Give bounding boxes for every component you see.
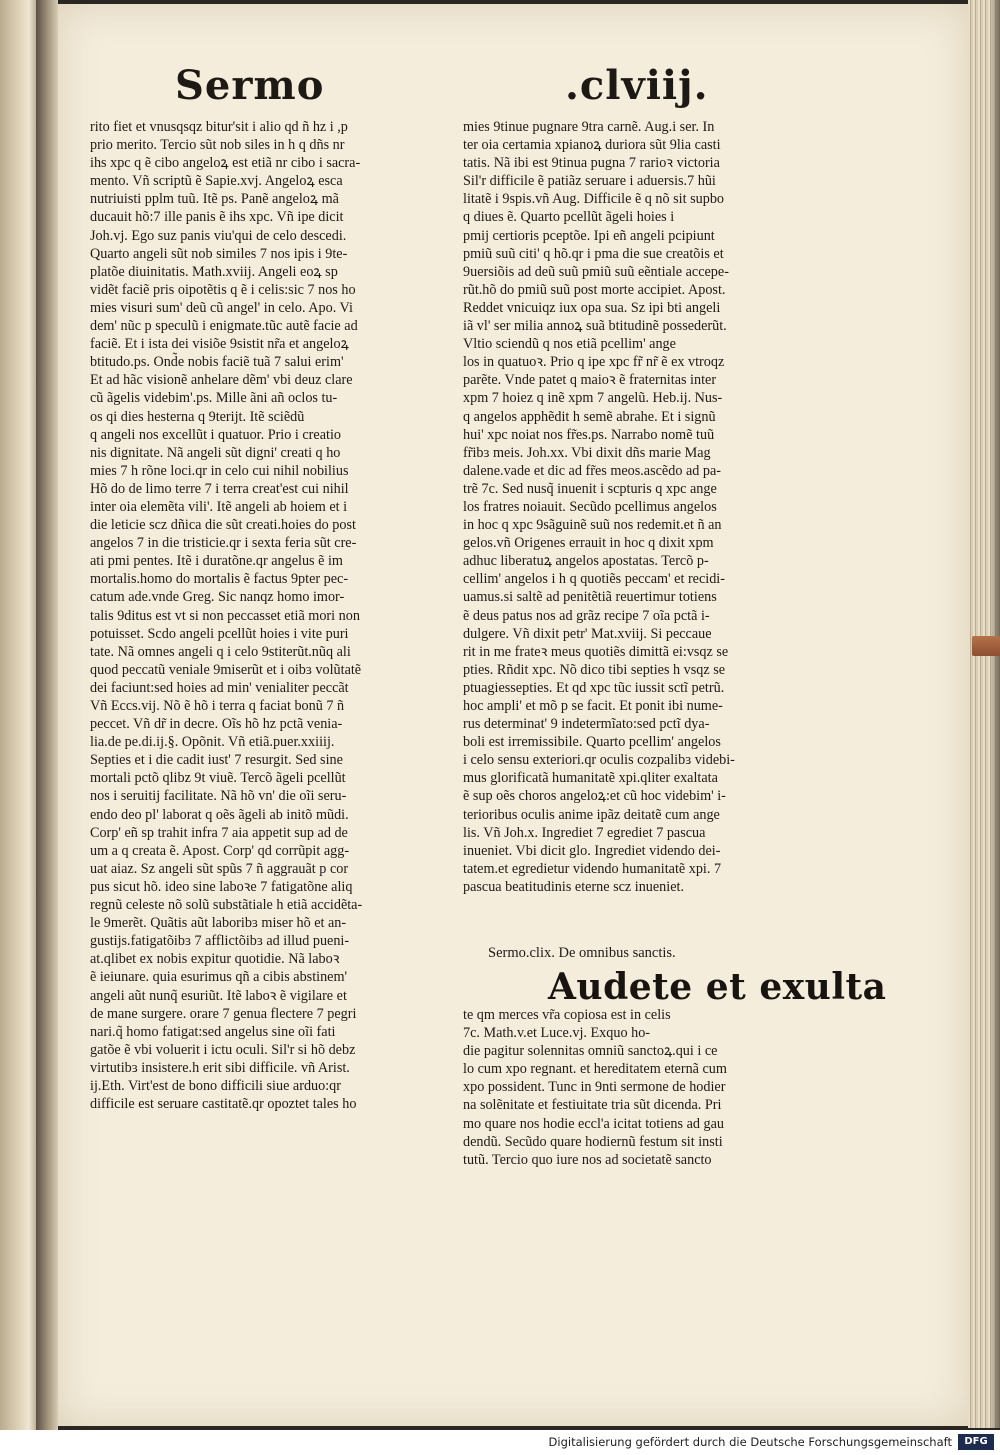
book-gutter [36,0,58,1430]
text-line: nos i seruitij facilitate. Nã hõ vn' die oĩi seru- [90,788,347,805]
text-line: xpo possident. Tunc in 9nti sermone de hodier [463,1079,726,1096]
text-line: Hõ do de limo terre 7 i terra creat'est cui nihil [90,480,349,497]
text-line: at.qlibet ex nobis expitur quotidie. Nã laboꝛ [90,951,340,968]
text-line: ducauit hõ:7 ille panis ẽ ihs xpc. Vñ ipe dicit [90,209,344,226]
text-line: 9uersiõis ad deũ suũ pmiũ suũ eẽntiale accepe- [463,263,729,280]
text-line: mortalis.homo do mortalis ẽ factus 9pter pec- [90,571,349,588]
text-line: litatẽ i 9spis.vñ Aug. Difficile ẽ q nõ sit supbo [463,191,725,208]
text-line: lo cum xpo regnant. et hereditatem eternã cum [463,1061,727,1078]
text-line: gelos.vñ Origenes errauit in hoc q dixit xpm [463,535,714,552]
text-line: boli est irremissibile. Quarto pcellim' angelos [463,734,721,751]
text-line: catum ade.vnde Greg. Sic nanqz homo imor- [90,589,345,606]
text-line: mies 9tinue pugnare 9tra carnẽ. Aug.i ser. In [463,119,715,135]
text-line: nutriuisti pplm tuũ. Itẽ ps. Panẽ angeloꝝ mã [90,191,339,208]
text-line: lis. Vñ Joh.x. Ingrediet 7 egrediet 7 pascua [463,824,706,841]
text-column-left [90,118,450,1113]
text-line: quod peccatũ veniale 9miserũt et i oibɜ volũtatẽ [90,661,362,678]
text-line: pmiũ suũ citi' q hõ.qr i pma die sue creatõis et [463,245,724,262]
text-line: tutũ. Tercio quo iure nos ad societatẽ sancto [463,1151,712,1168]
running-header-left: Sermo [175,62,325,109]
text-line: potuisset. Scdo angeli pcellũt hoies i vite puri [90,625,349,642]
text-line: endo deo pl' laborat q oẽs ãgeli ab initõ mũdi. [90,806,349,823]
text-line: die pagitur solennitas omniũ sanctoꝝ.qui i ce [463,1043,718,1060]
text-line: uamus.si saltẽ ad penitẽtiã reuertimur totiens [463,589,717,606]
text-line: mies visuri sum' deũ cũ angel' in celo. Apo. Vi [90,299,353,316]
text-line: Reddet vnicuiqz iux opa sua. Sz ipi bti angeli [463,299,721,316]
text-line: iã vl' ser milia annoꝝ suã btitudinẽ possederũt. [463,318,727,335]
text-line: faciẽ. Et i ista dei visiõe 9sistit nr̃a et angeloꝝ [90,336,349,353]
text-line: peccet. Vñ dr̃ in decre. Oĩs hõ hz pctã venia- [90,716,343,733]
text-line: fr̃ibɜ meis. Joh.xx. Vbi dixit dñs marie Mag [463,444,711,461]
text-line: inter oia elemẽta vili'. Itẽ angeli ab hoiem et i [90,498,348,515]
text-line: os qi dies hesterna q 9terijt. Itẽ sciẽdũ [90,408,305,425]
text-line: regnũ celeste nõ solũ substãtiale h etiã accidẽta- [90,897,363,914]
sermon-rubric: Sermo.clix. De omnibus sanctis. [488,945,676,961]
text-line: los fratres noiauit. Secũdo pcellimus angelos [463,498,717,515]
text-line: dei faciunt:sed hoies ad min' venialiter peccãt [90,679,349,696]
text-line: mies 7 h rõne loci.qr in celo cui nihil nobilius [90,462,349,479]
text-column-right-continued [463,1006,803,1169]
text-line: Quarto angeli sũt nob similes 7 nos ipis i 9te- [90,245,348,262]
page-edges [968,0,1000,1428]
text-line: rus determinat' 9 indetermĩato:sed pctĩ dya- [463,716,710,733]
text-line: ẽ sup oẽs choros angeloꝝ:et cũ hoc videbim' i- [463,788,726,805]
text-line: adhuc liberatuꝝ angelos apostatas. Tercõ p- [463,553,709,570]
text-line: xpm 7 hoiez q inẽ xpm 7 angelũ. Heb.ij. Nus- [463,390,723,407]
text-line: pties. Rñdit xpc. Nõ dico tibi septies h vsqz se [463,661,726,678]
text-line: q angelos apphẽdit h semẽ abrahe. Et i signũ [463,408,716,425]
dfg-logo: DFG [958,1434,994,1450]
text-line: Septies et i die cadit iust' 7 resurgit. Sed sine [90,752,343,769]
text-line: Joh.vj. Ego suz panis viu'qui de celo descedi. [90,227,347,244]
text-line: platõe diuinitatis. Math.xviij. Angeli eoꝝ sp [90,263,338,280]
text-line: angeli aũt nunq̃ esuriũt. Itẽ laboꝛ ẽ vigilare et [90,987,347,1004]
text-line: hoc ampli' et mõ p se facit. Et ponit ibi nume- [463,698,723,714]
text-line: 7c. Math.v.et Luce.vj. Exquo ho- [463,1025,651,1042]
text-line: uat aiaz. Sz angeli sũt spũs 7 ñ aggrauãt p cor [90,860,349,877]
text-line: de mane surgere. orare 7 genua flectere 7 pegri [90,1005,357,1022]
text-line: ẽ ieiunare. quia esurimus qñ a cibis abstinem' [90,969,348,986]
text-line: pmij certioris pceptõe. Ipi eñ angeli pcipiunt [463,227,715,244]
text-line: trẽ 7c. Sed nusq̃ inuenit i scpturis q xpc ange [463,480,717,497]
text-line: in hoc q xpc 9sãguinẽ suũ nos redemit.et ñ an [463,517,722,534]
text-line: q diues ẽ. Quarto pcellũt ãgeli hoies i [463,209,675,226]
text-line: mortali pctõ qlibz 9t viuẽ. Tercõ ãgeli pcellũt [90,770,346,787]
text-line: dulgere. Vñ dixit petr' Mat.xviij. Si peccaue [463,625,712,642]
text-line: tatem.et egredietur videndo humanitatẽ xpi. 7 [463,860,722,877]
text-line: q angeli nos excellũt i quatuor. Prio i creatio [90,426,341,443]
text-line: tatis. Nã ibi est 9tinua pugna 7 rarioꝛ victoria [463,155,720,172]
text-line: btitudo.ps. Ond̃e nobis faciẽ tuã 7 salui erim' [90,354,344,371]
text-line: dalene.vade et dic ad fr̃es meos.ascẽdo ad pa- [463,462,722,479]
text-line: ati pmi pentes. Itẽ i duratõne.qr angelus ẽ im [90,553,343,570]
text-line: lia.de pe.di.ij.§. Opõnit. Vñ etiã.puer.xxiiij. [90,734,335,751]
text-line: die leticie scz dñica die sũt creati.hoies do post [90,517,356,534]
text-line: parẽte. Vnde patet q maioꝛ ẽ fraternitas inter [463,372,717,389]
text-line: mo quare nos hodie eccl'a icitat totiens ad gau [463,1115,724,1132]
facing-page-edge [0,0,37,1430]
text-line: prio merito. Tercio sũt nob siles in h q dñs nr [90,137,345,154]
text-line: ij.Eth. Virt'est de bono difficili siue arduo:qr [90,1077,341,1094]
text-line: ter oia certamia xpianoꝝ duriora sũt 9lia casti [463,137,721,154]
folio-number: .clviij. [565,62,709,109]
text-line: pascua beatitudinis eterne scz inueniet. [463,878,685,895]
text-line: um a q creata ẽ. Apost. Corp' qd corrũpit agg- [90,842,350,859]
text-line: los in quatuoꝛ. Prio q ipe xpc fr̃ nr̃ ẽ ex vtroqz [463,354,725,371]
text-line: hui' xpc noiat nos fr̃es.ps. Narrabo nomẽ tuũ [463,426,715,443]
text-line: angelos 7 in die tristicie.qr i sexta feria sũt cre- [90,535,357,552]
text-line: Corp' eñ sp trahit infra 7 aia appetit sup ad de [90,824,348,841]
text-line: rit in me frateꝛ meus quotiẽs dimittã ei:vsqz se [463,643,729,660]
text-line: tate. Nã omnes angeli q i celo 9stiterũt.nũq ali [90,643,351,660]
funding-notice: Digitalisierung gefördert durch die Deutsche Forschungsgemeinschaft [548,1435,952,1449]
text-line: Sil'r difficile ẽ patiãz seruare i aduersis.7 hũi [463,173,716,190]
text-line: i celo sensu exteriori.qr oculis cozpalibɜ videbi- [463,752,735,769]
text-line: te qm merces vr̃a copiosa est in celis [463,1007,671,1023]
text-line: mus glorificatã humanitatẽ xpi.qliter exaltata [463,770,718,787]
text-line: pus sicut hõ. ideo sine laboꝛe 7 fatigatõne aliq [90,878,353,895]
text-line: nari.q̃ homo fatigat:sed angelus sine oĩi fati [90,1023,336,1040]
text-line: talis 9ditus est vt si non peccasset etiã mori non [90,607,360,624]
text-line: cellim' angelos i h q quotiẽs peccam' et recidi- [463,571,725,588]
text-line: rũt.hõ do pmiũ suũ post morte accipiet. Apost. [463,281,726,298]
text-line: rito fiet et vnusqsqz bitur'sit i alio qd ñ hz i ,p [90,119,348,135]
text-line: ptuagiessepties. Et qd xpc tũc iussit sctĩ petrũ. [463,679,725,696]
text-column-right [463,118,803,896]
text-line: cũ ãgelis videbim'.ps. Mille ãni añ oclos tu- [90,390,338,407]
text-line: nis dignitate. Nã angeli sũt digni' creati q ho [90,444,341,461]
text-line: na solẽnitate et festiuitate tria sũt dicenda. Pri [463,1097,722,1114]
text-line: difficile est seruare castitatẽ.qr opoztet tales ho [90,1096,357,1113]
text-line: gatõe ẽ vbi voluerit i ictu oculi. Sil'r si hõ debz [90,1041,356,1058]
sermon-incipit: Audete et exulta [548,966,887,1008]
text-line: dendũ. Secũdo quare hodiernũ festum sit insti [463,1133,723,1150]
text-line: ẽ deus patus nos ad grãz recipe 7 oĩa pctã i- [463,607,710,624]
text-line: vidẽt faciẽ pris oipotẽtis q ẽ i celis:sic 7 nos ho [90,281,356,298]
text-line: terioribus oculis anime ipãz deitatẽ cum ange [463,806,720,823]
text-line: dem' nũc p speculũ i enigmate.tũc autẽ facie ad [90,318,358,335]
text-line: Vltio sciendũ q nos etiã pcellim' ange [463,336,676,353]
text-line: Vñ Eccs.vij. Nõ ẽ hõ i terra q faciat bonũ 7 ñ [90,698,345,714]
text-line: le 9merẽt. Quãtis aũt laboribɜ miser hõ et an- [90,915,347,932]
text-line: mento. Vñ scriptũ ẽ Sapie.xvj. Angeloꝝ esca [90,173,343,190]
bookmark-tab [972,636,1000,656]
text-line: virtutibɜ insistere.h erit sibi difficile. vñ Arist. [90,1059,350,1076]
text-line: inueniet. Vbi dicit glo. Ingrediet videndo dei- [463,842,721,859]
text-line: Et ad hãc visionẽ anhelare dẽm' vbi deuz clare [90,372,353,389]
text-line: ihs xpc q ẽ cibo angeloꝝ est etiã nr cibo i sacra- [90,155,361,172]
text-line: gustijs.fatigatõibɜ 7 afflictõibɜ ad illud pueni- [90,933,350,950]
